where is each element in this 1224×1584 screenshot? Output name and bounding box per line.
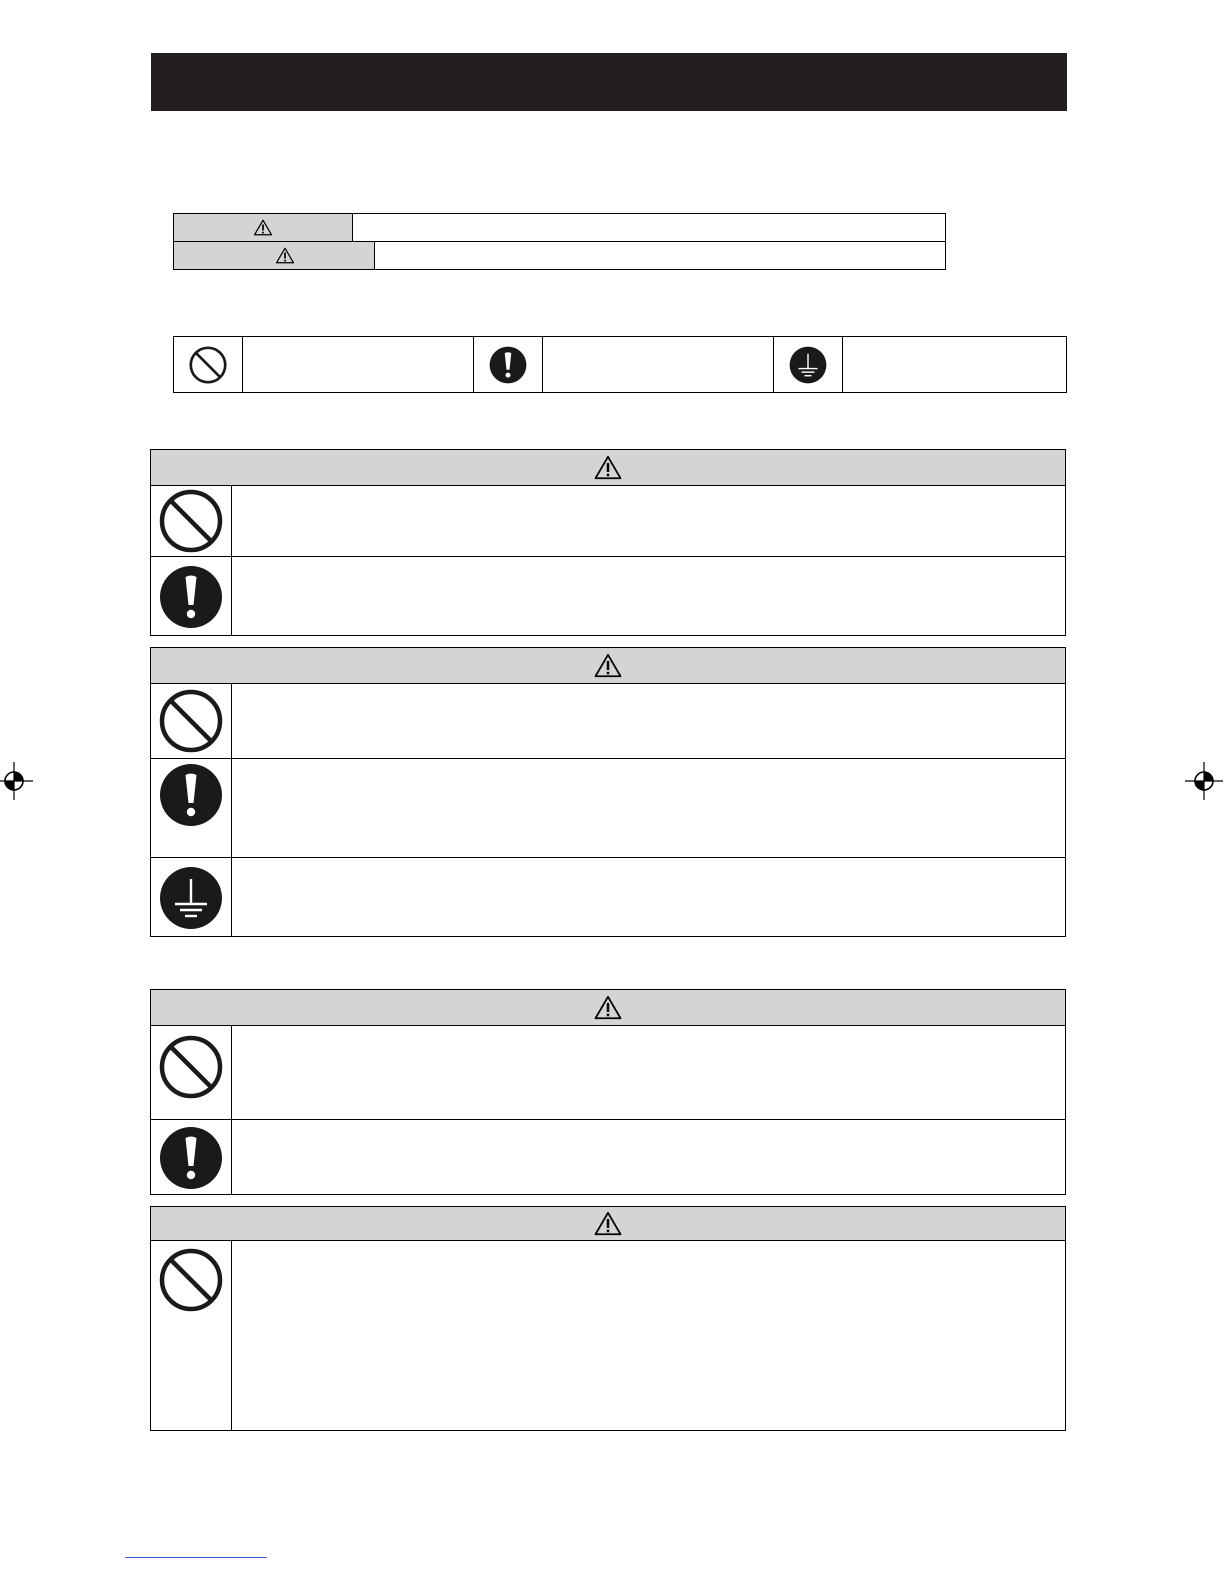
box-icon-cell <box>151 557 232 636</box>
exclamation-icon <box>159 565 223 629</box>
caution-box-2 <box>150 1206 1066 1431</box>
box-text <box>232 684 1065 758</box>
legend-icon-cell <box>474 337 543 392</box>
caution-box-1 <box>150 647 1066 937</box>
caution-box-header <box>151 1207 1065 1241</box>
box-icon-cell <box>151 858 232 937</box>
box-row <box>151 1026 1065 1119</box>
caution-box-header <box>151 648 1065 684</box>
warning-box-header <box>151 990 1065 1026</box>
box-text <box>232 1120 1065 1195</box>
box-text <box>232 1026 1065 1119</box>
exclamation-icon <box>489 346 527 384</box>
registration-mark-icon <box>1184 761 1224 801</box>
box-row <box>151 556 1065 636</box>
definition-term-caution <box>174 242 375 269</box>
box-text <box>232 557 1065 636</box>
definition-description <box>353 214 945 241</box>
box-icon-cell <box>151 759 232 857</box>
box-text <box>232 858 1065 937</box>
box-text <box>232 486 1065 556</box>
signal-word-table <box>173 213 946 270</box>
prohibition-icon <box>159 1035 223 1099</box>
exclamation-icon <box>159 1126 223 1190</box>
warning-box-header <box>151 450 1065 486</box>
definition-row-caution <box>174 241 945 269</box>
warning-box-1 <box>150 449 1066 636</box>
legend-text <box>243 337 474 392</box>
section-title-bar <box>151 53 1067 111</box>
box-row <box>151 857 1065 937</box>
box-icon-cell <box>151 1120 232 1195</box>
symbol-legend <box>173 336 1067 393</box>
warning-triangle-icon <box>593 455 623 480</box>
legend-icon-cell <box>774 337 843 392</box>
prohibition-icon <box>159 1248 223 1312</box>
legend-text <box>843 337 1066 392</box>
box-row <box>151 486 1065 556</box>
definition-row-warning <box>174 214 945 241</box>
warning-triangle-icon <box>593 653 623 678</box>
box-text <box>232 759 1065 857</box>
box-icon-cell <box>151 1241 232 1431</box>
warning-triangle-icon <box>253 219 273 236</box>
definition-description <box>375 242 945 269</box>
prohibition-icon <box>159 689 223 753</box>
box-text <box>232 1241 1065 1431</box>
warning-box-2 <box>150 989 1066 1195</box>
box-icon-cell <box>151 1026 232 1119</box>
box-icon-cell <box>151 486 232 556</box>
box-row <box>151 684 1065 758</box>
warning-triangle-icon <box>593 995 623 1020</box>
prohibition-icon <box>189 346 227 384</box>
exclamation-icon <box>159 763 223 827</box>
ground-icon <box>159 866 223 930</box>
registration-mark-icon <box>0 761 34 801</box>
ground-icon <box>789 346 827 384</box>
legend-icon-cell <box>174 337 243 392</box>
box-icon-cell <box>151 684 232 758</box>
definition-term-warning <box>174 214 353 241</box>
warning-triangle-icon <box>593 1211 623 1236</box>
footer-link-underline <box>125 1557 267 1558</box>
warning-triangle-icon <box>275 247 295 264</box>
box-row <box>151 1241 1065 1431</box>
box-row <box>151 1119 1065 1195</box>
legend-text <box>543 337 774 392</box>
box-row <box>151 758 1065 857</box>
prohibition-icon <box>159 489 223 553</box>
